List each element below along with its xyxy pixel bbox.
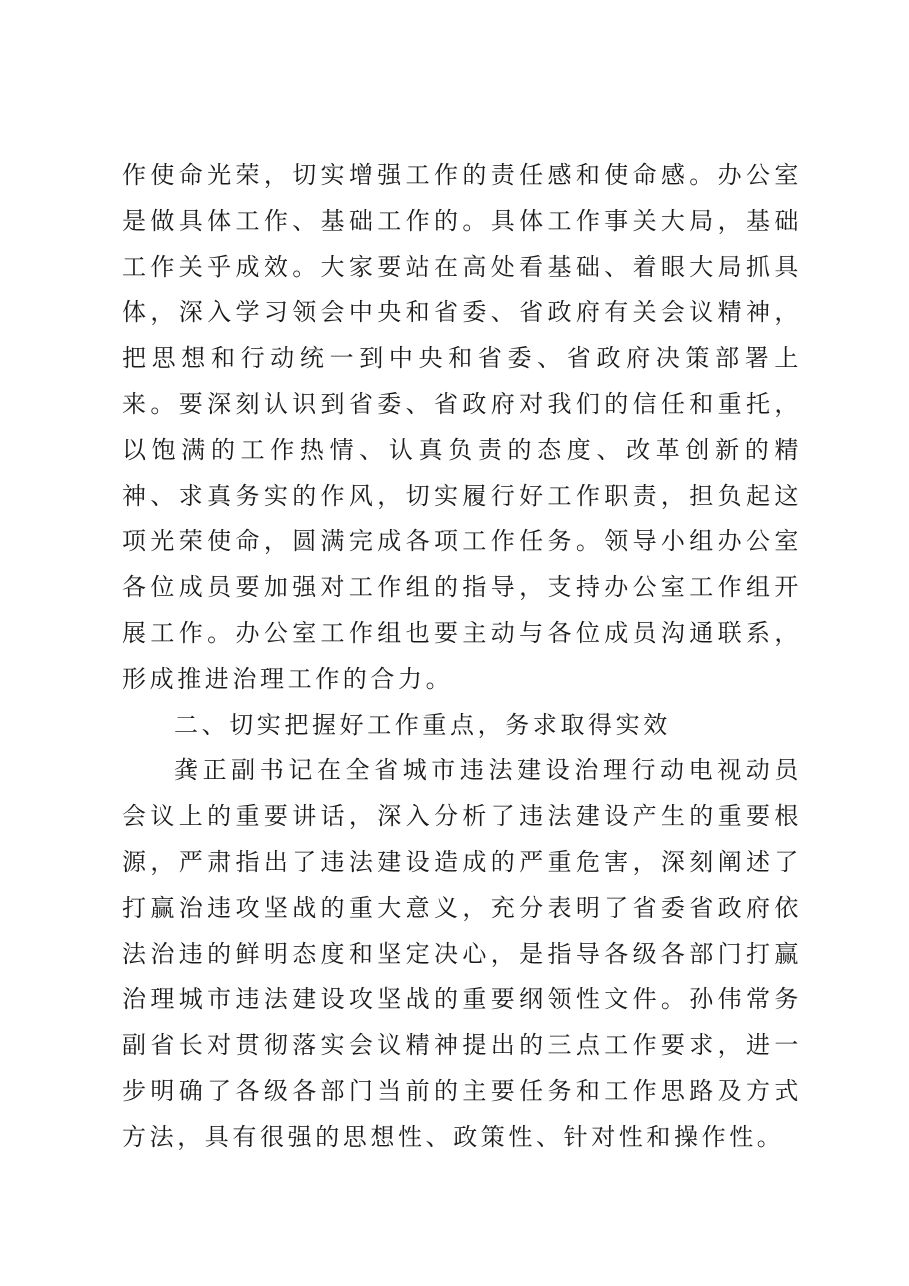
body-paragraph: 龚正副书记在全省城市违法建设治理行动电视动员会议上的重要讲话，深入分析了违法建设产生的重要根源，严肃指出了违法建设造成的严重危害，深刻阐述了打赢治违攻坚战的重大意义，充分表明了省委省政府依法治违的鲜明态度和坚定决心，是指导各级各部门打赢治理城市违法建设攻坚战的重要纲领性文件。孙伟常务副省长对贯彻落实会议精神提出的三点工作要求，进一步明确了各级各部门当前的主要任务和工作思路及方式方法，具有很强的思想性、政策性、针对性和操作性。: [122, 756, 802, 1151]
document-body: [122, 153, 802, 1161]
body-paragraph-continued: 作使命光荣，切实增强工作的责任感和使命感。办公室是做具体工作、基础工作的。具体工作事关大局，基础工作关乎成效。大家要站在高处看基础、着眼大局抓具体，深入学习领会中央和省委、省政府有关会议精神，把思想和行动统一到中央和省委、省政府决策部署上来。要深刻认识到省委、省政府对我们的信任和重托，以饱满的工作热情、认真负责的态度、改革创新的精神、求真务实的作风，切实履行好工作职责，担负起这项光荣使命，圆满完成各项工作任务。领导小组办公室各位成员要加强对工作组的指导，支持办公室工作组开展工作。办公室工作组也要主动与各位成员沟通联系，形成推进治理工作的合力。: [122, 161, 802, 693]
section-heading: 二、切实把握好工作重点，务求取得实效: [174, 710, 671, 739]
